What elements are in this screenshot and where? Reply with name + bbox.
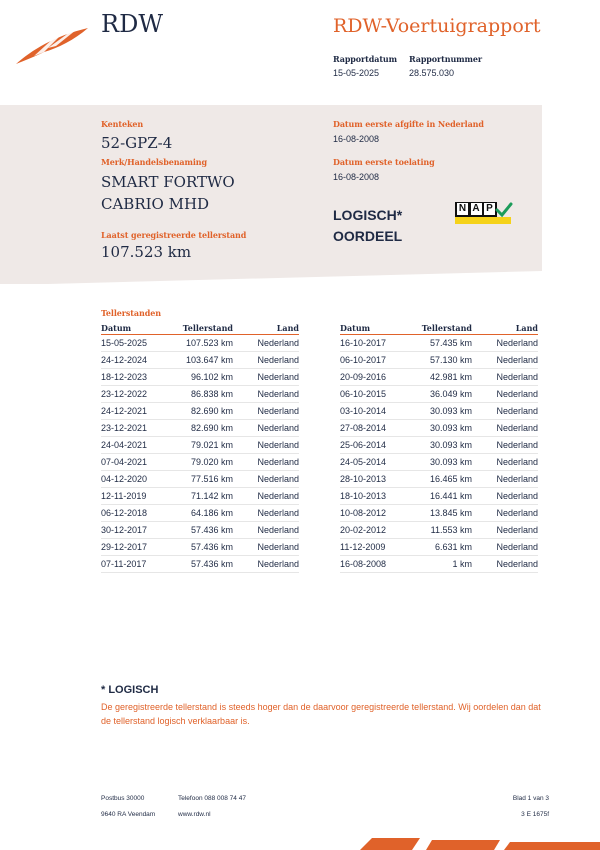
cell-date: 18-10-2013 [340, 488, 410, 505]
footer-decoration [360, 838, 600, 850]
cell-date: 03-10-2014 [340, 403, 410, 420]
cell-country: Nederland [472, 335, 538, 352]
cell-date: 24-04-2021 [101, 437, 171, 454]
cell-date: 28-10-2013 [340, 471, 410, 488]
table-row [340, 471, 538, 488]
cell-date: 16-10-2017 [340, 335, 410, 352]
cell-date: 25-06-2014 [340, 437, 410, 454]
table-row [340, 420, 538, 437]
table-row [340, 369, 538, 386]
cell-reading: 6.631 km [410, 539, 472, 556]
footnote-title: * LOGISCH [101, 684, 159, 696]
cell-date: 07-04-2021 [101, 454, 171, 471]
cell-date: 24-12-2021 [101, 403, 171, 420]
cell-reading: 16.465 km [410, 471, 472, 488]
cell-country: Nederland [233, 352, 299, 369]
cell-reading: 96.102 km [171, 369, 233, 386]
table-row [101, 437, 299, 454]
cell-country: Nederland [233, 369, 299, 386]
cell-reading: 1 km [410, 556, 472, 573]
table-row [340, 454, 538, 471]
cell-reading: 42.981 km [410, 369, 472, 386]
col-header-country: Land [233, 322, 299, 335]
cell-country: Nederland [233, 335, 299, 352]
cell-reading: 30.093 km [410, 420, 472, 437]
cell-reading: 36.049 km [410, 386, 472, 403]
report-date: 15-05-2025 [333, 68, 380, 78]
table-row [340, 386, 538, 403]
cell-date: 15-05-2025 [101, 335, 171, 352]
cell-country: Nederland [472, 437, 538, 454]
footer-web: www.rdw.nl [178, 811, 211, 818]
table-row [101, 488, 299, 505]
cell-country: Nederland [233, 454, 299, 471]
last-reading-label: Laatst geregistreerde tellerstand [101, 230, 247, 240]
cell-reading: 57.436 km [171, 556, 233, 573]
plate-value: 52-GPZ-4 [101, 134, 173, 152]
footer-page: Blad 1 van 3 [512, 795, 549, 802]
nap-letter-n: N [458, 203, 467, 214]
table-row [101, 369, 299, 386]
table-row [101, 403, 299, 420]
first-admission-value: 16-08-2008 [333, 172, 380, 182]
cell-reading: 57.436 km [171, 522, 233, 539]
cell-reading: 107.523 km [171, 335, 233, 352]
cell-date: 23-12-2021 [101, 420, 171, 437]
cell-country: Nederland [472, 488, 538, 505]
nap-badge [455, 202, 513, 224]
cell-country: Nederland [233, 522, 299, 539]
cell-date: 16-08-2008 [340, 556, 410, 573]
readings-table-right [340, 322, 538, 573]
cell-reading: 16.441 km [410, 488, 472, 505]
table-row [101, 386, 299, 403]
plate-label: Kenteken [101, 119, 144, 129]
table-row [101, 539, 299, 556]
brand-name: RDW [101, 10, 163, 38]
cell-date: 20-02-2012 [340, 522, 410, 539]
report-title: RDW-Voertuigrapport [333, 15, 541, 37]
cell-country: Nederland [472, 352, 538, 369]
cell-date: 24-05-2014 [340, 454, 410, 471]
cell-country: Nederland [233, 437, 299, 454]
table-row [340, 352, 538, 369]
cell-country: Nederland [233, 386, 299, 403]
col-header-country: Land [472, 322, 538, 335]
last-reading-value: 107.523 km [101, 243, 192, 261]
cell-country: Nederland [233, 556, 299, 573]
cell-reading: 103.647 km [171, 352, 233, 369]
cell-country: Nederland [233, 403, 299, 420]
cell-reading: 11.553 km [410, 522, 472, 539]
cell-country: Nederland [472, 454, 538, 471]
brand-value-line2: CABRIO MHD [101, 195, 210, 213]
nap-letter-a: A [472, 203, 480, 214]
cell-date: 06-10-2015 [340, 386, 410, 403]
table-row [340, 556, 538, 573]
nap-letter-p: P [484, 203, 495, 215]
cell-reading: 30.093 km [410, 437, 472, 454]
cell-country: Nederland [472, 522, 538, 539]
cell-country: Nederland [472, 471, 538, 488]
table-row [340, 522, 538, 539]
table-row [101, 522, 299, 539]
cell-reading: 86.838 km [171, 386, 233, 403]
col-header-date: Datum [340, 322, 410, 335]
cell-reading: 82.690 km [171, 420, 233, 437]
readings-table-left [101, 322, 299, 573]
cell-reading: 57.436 km [171, 539, 233, 556]
table-row [101, 352, 299, 369]
cell-date: 06-12-2018 [101, 505, 171, 522]
cell-reading: 79.020 km [171, 454, 233, 471]
cell-reading: 77.516 km [171, 471, 233, 488]
cell-country: Nederland [472, 420, 538, 437]
report-number-label: Rapportnummer [409, 54, 483, 64]
table-row [340, 403, 538, 420]
cell-date: 29-12-2017 [101, 539, 171, 556]
first-nl-value: 16-08-2008 [333, 134, 380, 144]
cell-reading: 57.130 km [410, 352, 472, 369]
footnote-text: De geregistreerde tellerstand is steeds hoger dan de daarvoor geregistreerde tellerstand. Wij oordelen dan dat de tellerstand logisch verklaarbaar is. [101, 702, 541, 726]
cell-date: 10-08-2012 [340, 505, 410, 522]
footer-city: 9640 RA Veendam [101, 811, 156, 818]
table-row [101, 556, 299, 573]
cell-reading: 30.093 km [410, 454, 472, 471]
report-date-label: Rapportdatum [333, 54, 398, 64]
table-row [101, 420, 299, 437]
cell-country: Nederland [472, 556, 538, 573]
col-header-reading: Tellerstand [410, 322, 472, 335]
cell-date: 11-12-2009 [340, 539, 410, 556]
cell-date: 27-08-2014 [340, 420, 410, 437]
cell-date: 04-12-2020 [101, 471, 171, 488]
cell-date: 12-11-2019 [101, 488, 171, 505]
cell-date: 07-11-2017 [101, 556, 171, 573]
report-number: 28.575.030 [409, 68, 455, 78]
cell-date: 30-12-2017 [101, 522, 171, 539]
cell-country: Nederland [472, 539, 538, 556]
cell-reading: 13.845 km [410, 505, 472, 522]
cell-date: 18-12-2023 [101, 369, 171, 386]
cell-country: Nederland [233, 505, 299, 522]
cell-reading: 71.142 km [171, 488, 233, 505]
readings-title: Tellerstanden [101, 308, 161, 318]
cell-country: Nederland [472, 369, 538, 386]
table-row [340, 437, 538, 454]
table-row [340, 539, 538, 556]
cell-country: Nederland [472, 386, 538, 403]
nap-letters [457, 202, 495, 216]
cell-country: Nederland [233, 539, 299, 556]
cell-reading: 82.690 km [171, 403, 233, 420]
cell-date: 23-12-2022 [101, 386, 171, 403]
col-header-date: Datum [101, 322, 171, 335]
cell-reading: 30.093 km [410, 403, 472, 420]
table-row [101, 505, 299, 522]
footer-postbus: Postbus 30000 [101, 795, 145, 802]
cell-date: 06-10-2017 [340, 352, 410, 369]
band-tail-shape [0, 270, 542, 284]
first-admission-label: Datum eerste toelating [333, 157, 435, 167]
cell-reading: 64.186 km [171, 505, 233, 522]
verdict-line1: LOGISCH* [333, 207, 403, 223]
table-row [340, 505, 538, 522]
cell-country: Nederland [233, 488, 299, 505]
brand-label: Merk/Handelsbenaming [101, 157, 208, 167]
cell-reading: 79.021 km [171, 437, 233, 454]
table-row [101, 454, 299, 471]
cell-reading: 57.435 km [410, 335, 472, 352]
table-row [101, 471, 299, 488]
check-icon [495, 202, 513, 218]
table-row [101, 335, 299, 352]
verdict-line2: OORDEEL [333, 228, 403, 244]
footer-phone: Telefoon 088 008 74 47 [178, 795, 246, 802]
cell-country: Nederland [233, 471, 299, 488]
table-row [340, 488, 538, 505]
table-row [340, 335, 538, 352]
vehicle-summary-band [0, 105, 542, 271]
cell-country: Nederland [472, 403, 538, 420]
cell-date: 20-09-2016 [340, 369, 410, 386]
cell-country: Nederland [233, 420, 299, 437]
footer-code: 3 E 1675f [521, 811, 549, 818]
cell-date: 24-12-2024 [101, 352, 171, 369]
col-header-reading: Tellerstand [171, 322, 233, 335]
rdw-logo-icon [14, 22, 90, 66]
first-nl-label: Datum eerste afgifte in Nederland [333, 119, 484, 129]
cell-country: Nederland [472, 505, 538, 522]
brand-value-line1: SMART FORTWO [101, 173, 235, 191]
